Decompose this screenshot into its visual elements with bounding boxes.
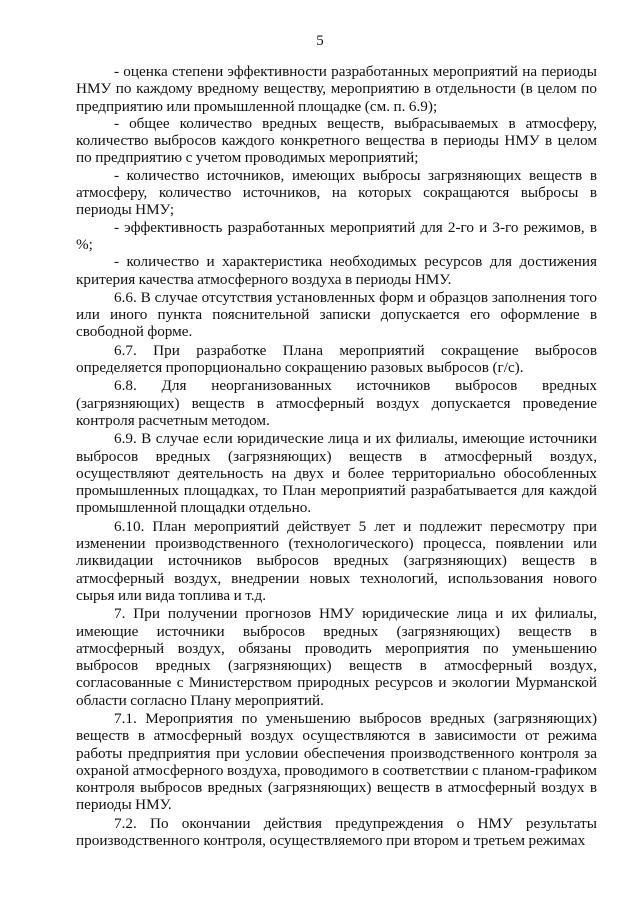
paragraph-6-9: 6.9. В случае если юридические лица и их филиалы, имеющие источники выбросов вредных (загрязняющих) веществ в атмосферный воздух, осуществляют деятельность на двух и более территориально обособленных промышленных площадках, то План мероприятий разрабатывается для каждой промышленной площадки отдельно. <box>76 430 597 517</box>
list-item-modes-efficiency: - эффективность разработанных мероприятий для 2-го и 3-го режимов, в %; <box>76 218 597 253</box>
document-body <box>76 63 597 849</box>
paragraph-7: 7. При получении прогнозов НМУ юридические лица и их филиалы, имеющие источники выбросов вредных (загрязняющих) веществ в атмосферный воздух, обязаны проводить мероприятия по уменьшению выбросов вредных (загрязняющих) веществ в атмосферный воздух, согласованные с Министерством природных ресурсов и экологии Мурманской области согласно Плану мероприятий. <box>76 605 597 709</box>
page-number: 5 <box>316 33 324 49</box>
paragraph-7-1: 7.1. Мероприятия по уменьшению выбросов вредных (загрязняющих) веществ в атмосферный воздух осуществляются в зависимости от режима работы предприятия при условии обеспечения производственного контроля за охраной атмосферного воздуха, проводимого в соответствии с планом-графиком контроля выбросов вредных (загрязняющих) веществ в атмосферный воздух в периоды НМУ. <box>76 709 597 814</box>
list-item-total-emissions: - общее количество вредных веществ, выбрасываемых в атмосферу, количество выбросов каждого конкретного вещества в периоды НМУ в целом по предприятию с учетом проводимых мероприятий; <box>76 114 597 167</box>
paragraph-6-10: 6.10. План мероприятий действует 5 лет и подлежит пересмотру при изменении производственного (технологического) процесса, появлении или ликвидации источников выбросов вредных (загрязняющих) веществ в атмосферный воздух, внедрении новых технологий, использования нового сырья или вида топлива и т.д. <box>76 517 597 604</box>
paragraph-6-8: 6.8. Для неорганизованных источников выбросов вредных (загрязняющих) веществ в атмосферный воздух допускается проведение контроля расчетным методом. <box>76 377 597 429</box>
list-item-sources-count: - количество источников, имеющих выбросы загрязняющих веществ в атмосферу, количество источников, на которых сокращаются выбросы в периоды НМУ; <box>76 166 597 219</box>
paragraph-7-2: 7.2. По окончании действия предупреждения о НМУ результаты производственного контроля, осуществляемого при втором и третьем режимах <box>76 814 597 850</box>
list-item-resources: - количество и характеристика необходимых ресурсов для достижения критерия качества атмосферного воздуха в периоды НМУ. <box>76 253 597 288</box>
paragraph-6-6: 6.6. В случае отсутствия установленных форм и образцов заполнения того или иного пункта пояснительной записки допускается его оформление в свободной форме. <box>76 288 597 341</box>
list-item-efficiency-assessment: - оценка степени эффективности разработанных мероприятий на периоды НМУ по каждому вредному веществу, мероприятию в отдельности (в целом по предприятию или промышленной площадке (см. п. 6.9); <box>76 63 597 115</box>
paragraph-6-7: 6.7. При разработке Плана мероприятий сокращение выбросов определяется пропорционально сокращению разовых выбросов (г/с). <box>76 341 597 377</box>
